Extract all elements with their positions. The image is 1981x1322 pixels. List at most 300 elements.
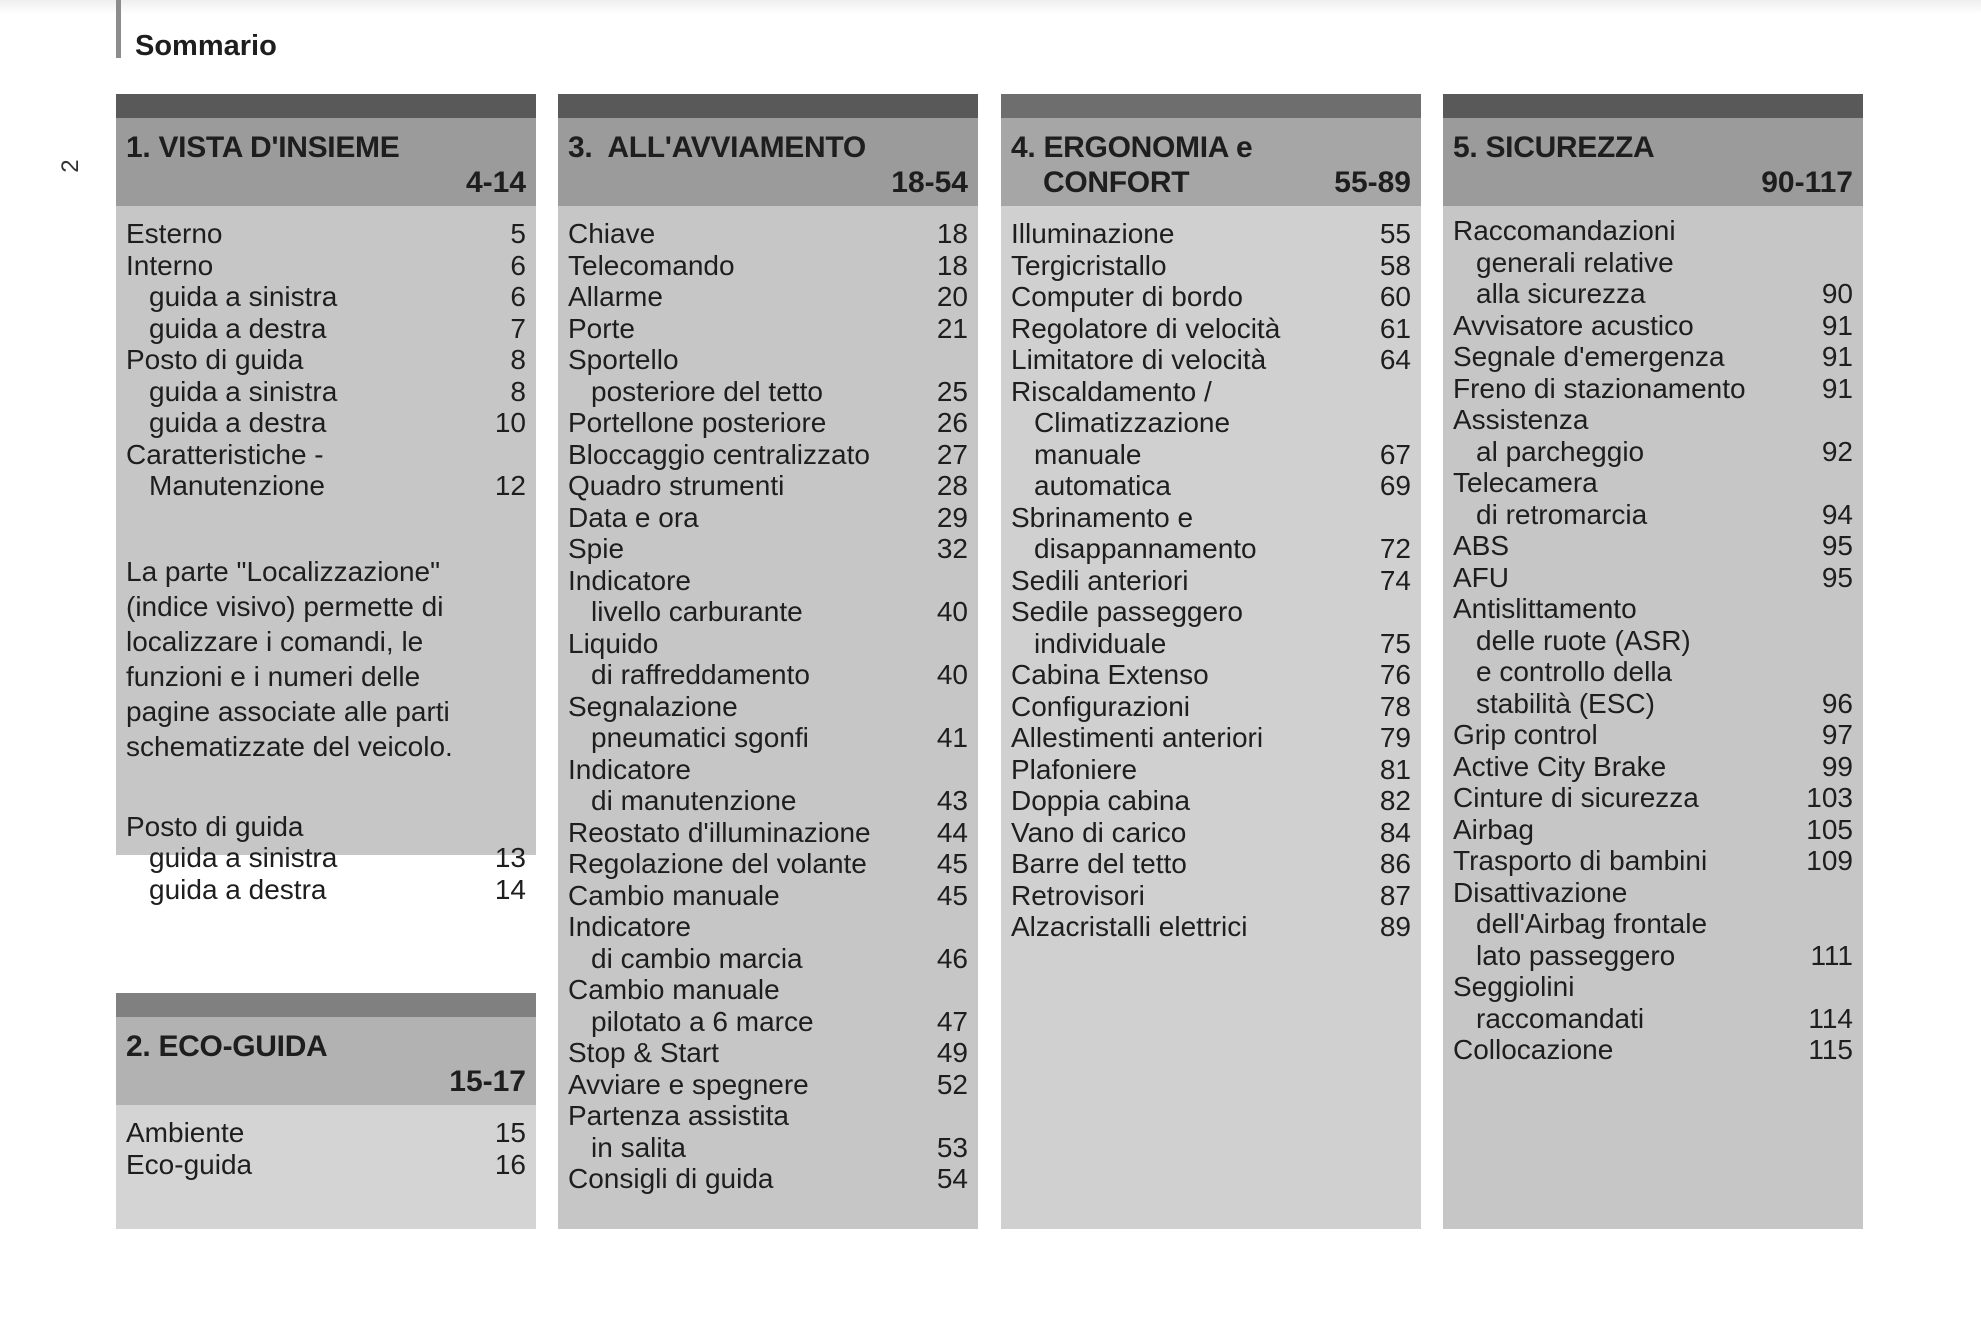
toc-entry[interactable]	[126, 1149, 526, 1181]
toc-entry-line: individuale	[1034, 627, 1167, 659]
toc-entry-line: Quadro strumenti	[568, 470, 785, 501]
toc-entry-label	[1011, 218, 1174, 250]
toc-entry[interactable]	[1011, 722, 1411, 754]
toc-entry-label	[568, 848, 867, 880]
toc-entry[interactable]	[568, 817, 968, 849]
toc-entry[interactable]	[1011, 691, 1411, 723]
toc-entry[interactable]	[126, 250, 526, 282]
toc-entry-line: AFU	[1453, 561, 1509, 593]
toc-entry[interactable]	[1011, 785, 1411, 817]
section-page-range: 55-89	[1334, 166, 1411, 199]
toc-entry-label	[1011, 848, 1187, 880]
section-title: 3. ALL'AVVIAMENTO	[568, 131, 866, 164]
toc-entry[interactable]	[1453, 373, 1853, 405]
toc-entry-line: raccomandati	[1476, 1002, 1645, 1034]
toc-entry-page: 60	[1379, 281, 1411, 312]
toc-entry-line: Telecomando	[568, 249, 735, 281]
toc-entry[interactable]	[1011, 218, 1411, 250]
toc-entry-line: Sbrinamento e	[1011, 501, 1194, 533]
toc-entry-page: 28	[936, 470, 968, 501]
entry-list	[1011, 218, 1411, 943]
toc-entry-label	[1011, 691, 1190, 723]
toc-entry-line: generali relative	[1476, 246, 1674, 278]
toc-entry[interactable]	[1453, 782, 1853, 814]
toc-entry-line: Interno	[126, 249, 214, 281]
toc-entry-line: Sedili anteriori	[1011, 564, 1189, 596]
toc-entry-label	[1453, 404, 1644, 467]
toc-entry-line: guida a destra	[149, 873, 327, 905]
toc-entry-label	[126, 1117, 244, 1149]
header-accent-bar	[116, 0, 121, 58]
toc-entry[interactable]	[568, 439, 968, 471]
toc-entry[interactable]	[126, 344, 526, 376]
note-line: (indice visivo) permette di	[126, 590, 444, 622]
toc-entry-label	[568, 1037, 719, 1069]
toc-entry-page: 13	[494, 842, 526, 873]
toc-entry-label	[1453, 562, 1509, 594]
toc-entry-page: 46	[936, 942, 968, 974]
toc-entry-page: 114	[1808, 1002, 1853, 1034]
toc-entry-page: 26	[936, 407, 968, 438]
toc-entry-line: Active City Brake	[1453, 750, 1667, 782]
toc-entry[interactable]	[1011, 817, 1411, 849]
toc-entry-line: Indicatore	[568, 911, 691, 942]
page-number: 2	[57, 159, 84, 173]
toc-entry-label	[568, 911, 803, 974]
section-title: 1. VISTA D'INSIEME	[126, 131, 400, 164]
toc-entry[interactable]	[568, 533, 968, 565]
toc-entry-label	[1011, 722, 1263, 754]
toc-entry-page: 8	[510, 344, 526, 375]
section-body	[1443, 206, 1863, 1229]
toc-entry[interactable]	[1453, 593, 1853, 719]
section-title: 2. ECO-GUIDA	[126, 1030, 328, 1063]
toc-entry[interactable]	[1011, 502, 1411, 565]
toc-entry-line: Allarme	[568, 281, 663, 312]
toc-entry-line: guida a destra	[149, 312, 327, 344]
toc-entry-label	[126, 376, 337, 408]
toc-entry-page: 16	[494, 1148, 526, 1180]
toc-entry-label	[1453, 751, 1666, 783]
toc-entry-line: Allestimenti anteriori	[1011, 722, 1264, 753]
toc-entry[interactable]	[1453, 341, 1853, 373]
toc-entry[interactable]	[568, 628, 968, 691]
toc-entry-line: Bloccaggio centralizzato	[568, 438, 870, 470]
toc-entry-line: Trasporto di bambini	[1453, 845, 1708, 876]
toc-entry[interactable]	[126, 874, 526, 906]
toc-entry-page: 14	[494, 873, 526, 905]
toc-entry-label	[1453, 719, 1598, 751]
note-line: pagine associate alle parti	[126, 695, 450, 727]
toc-entry[interactable]	[568, 974, 968, 1037]
toc-entry[interactable]	[568, 911, 968, 974]
toc-entry[interactable]	[1453, 751, 1853, 783]
toc-entry[interactable]	[1011, 565, 1411, 597]
toc-entry[interactable]	[568, 1037, 968, 1069]
section-body	[116, 206, 536, 905]
toc-entry-line: di raffreddamento	[591, 659, 810, 690]
toc-entry-label	[1453, 877, 1707, 972]
toc-entry-line: Alzacristalli elettrici	[1011, 911, 1248, 942]
toc-entry-page: 8	[510, 375, 526, 407]
toc-entry-label	[1453, 341, 1725, 373]
toc-entry-line: Portellone posteriore	[568, 407, 827, 438]
toc-entry-line: Liquido	[568, 627, 659, 659]
section-page-range: 18-54	[891, 166, 968, 199]
toc-entry-label	[1011, 502, 1257, 565]
toc-entry-label	[1011, 250, 1167, 282]
toc-entry[interactable]	[1011, 344, 1411, 376]
toc-entry-label	[126, 1149, 252, 1181]
toc-entry-line: Freno di stazionamento	[1453, 372, 1746, 404]
note-line: localizzare i comandi, le	[126, 625, 424, 657]
toc-entry-page: 91	[1821, 372, 1853, 404]
toc-entry-line: Eco-guida	[126, 1148, 253, 1180]
toc-entry[interactable]	[1453, 719, 1853, 751]
toc-entry-label	[1011, 470, 1171, 502]
toc-entry-page: 78	[1379, 690, 1411, 722]
toc-entry[interactable]	[568, 691, 968, 754]
toc-entry[interactable]	[1453, 404, 1853, 467]
toc-entry[interactable]	[1011, 439, 1411, 471]
section-title-line2: CONFORT	[1043, 166, 1190, 199]
toc-entry[interactable]	[126, 281, 526, 313]
toc-entry-line: guida a sinistra	[149, 281, 338, 312]
toc-entry-line: Spie	[568, 533, 625, 564]
toc-entry-page: 111	[1810, 939, 1853, 971]
toc-entry[interactable]	[1011, 313, 1411, 345]
toc-entry-label	[126, 407, 326, 439]
section-title: 5. SICUREZZA	[1453, 131, 1655, 164]
toc-entry-line: Airbag	[1453, 813, 1534, 845]
toc-entry-line: Plafoniere	[1011, 753, 1138, 785]
toc-entry[interactable]	[1011, 250, 1411, 282]
page-title: Sommario	[135, 30, 277, 62]
toc-entry-line: Avviare e spegnere	[568, 1068, 809, 1100]
toc-entry-label	[1011, 880, 1145, 912]
toc-entry-line: in salita	[591, 1131, 686, 1163]
toc-entry[interactable]	[568, 344, 968, 407]
toc-entry-line: livello carburante	[591, 596, 803, 627]
toc-entry-page: 61	[1379, 312, 1411, 344]
toc-entry-line: al parcheggio	[1476, 435, 1645, 467]
toc-entry-page: 67	[1379, 438, 1411, 470]
toc-entry[interactable]	[568, 470, 968, 502]
toc-entry-line: Limitatore di velocità	[1011, 344, 1267, 375]
toc-entry-page: 45	[936, 879, 968, 911]
section-stripe	[116, 993, 536, 1017]
toc-entry-page: 21	[936, 312, 968, 344]
toc-entry-page: 41	[936, 722, 968, 753]
page-top-shade	[0, 0, 1981, 14]
toc-entry-line: Antislittamento	[1453, 593, 1637, 624]
toc-entry-label	[126, 281, 337, 313]
note-line: schematizzate del veicolo.	[126, 730, 453, 762]
localization-note	[126, 554, 526, 764]
toc-entry-line: Barre del tetto	[1011, 848, 1187, 879]
entry-list-driving-position	[126, 811, 526, 906]
toc-entry-line: Regolazione del volante	[568, 848, 867, 879]
toc-entry-line: Avvisatore acustico	[1453, 309, 1694, 341]
toc-entry-page: 84	[1379, 816, 1411, 848]
toc-entry-line: guida a sinistra	[149, 375, 338, 407]
toc-entry-page: 6	[510, 249, 526, 281]
toc-entry-line: Posto di guida	[126, 810, 304, 842]
toc-entry-page: 105	[1806, 813, 1853, 845]
section-header	[558, 118, 978, 206]
toc-entry-line: delle ruote (ASR)	[1476, 624, 1691, 656]
toc-entry-line: posteriore del tetto	[591, 375, 823, 407]
toc-entry-page: 12	[494, 470, 526, 501]
toc-entry-line: e controllo della	[1476, 656, 1673, 687]
toc-entry-line: Grip control	[1453, 719, 1598, 750]
toc-entry[interactable]	[1011, 754, 1411, 786]
toc-entry-label	[1453, 215, 1676, 310]
toc-entry-page: 53	[936, 1131, 968, 1163]
toc-entry-line: stabilità (ESC)	[1476, 687, 1655, 719]
toc-entry-page: 47	[936, 1005, 968, 1037]
toc-entry-page: 72	[1379, 533, 1411, 564]
toc-entry-line: automatica	[1034, 470, 1171, 501]
toc-entry-page: 89	[1379, 911, 1411, 942]
toc-entry-label	[1011, 754, 1137, 786]
note-line: funzioni e i numeri delle	[126, 660, 421, 692]
toc-entry[interactable]	[1453, 467, 1853, 530]
toc-entry-page: 69	[1379, 470, 1411, 501]
toc-entry-label	[1453, 373, 1746, 405]
toc-entry-page: 55	[1379, 218, 1411, 249]
toc-entry-label	[1011, 911, 1248, 943]
toc-entry-label	[568, 407, 826, 439]
toc-entry-label	[568, 344, 823, 407]
note-line: La parte "Localizzazione"	[126, 555, 441, 587]
toc-entry-page: 49	[936, 1037, 968, 1068]
toc-entry-page: 92	[1821, 435, 1853, 467]
toc-entry-page: 29	[936, 501, 968, 533]
section-stripe	[1443, 94, 1863, 118]
toc-entry-label	[1011, 565, 1188, 597]
toc-entry[interactable]	[568, 1100, 968, 1163]
toc-entry-line: Segnalazione	[568, 690, 738, 722]
toc-entry-page: 99	[1821, 750, 1853, 782]
section-stripe	[558, 94, 978, 118]
toc-entry-line: pneumatici sgonfi	[591, 722, 809, 753]
toc-entry[interactable]	[126, 407, 526, 439]
section-sicurezza	[1443, 94, 1863, 1229]
toc-entry-line: Riscaldamento /	[1011, 375, 1212, 407]
toc-entry-page: 7	[510, 312, 526, 344]
toc-entry-page: 109	[1806, 845, 1853, 876]
section-body	[558, 206, 978, 1229]
toc-entry-label	[568, 250, 735, 282]
toc-entry-page: 6	[510, 281, 526, 312]
section-eco-guida	[116, 993, 536, 1229]
toc-entry-label	[1011, 344, 1266, 376]
toc-entry-line: Computer di bordo	[1011, 281, 1243, 312]
toc-entry[interactable]	[568, 565, 968, 628]
section-header	[1443, 118, 1863, 206]
toc-entry-page: 15	[494, 1117, 526, 1148]
section-stripe	[116, 94, 536, 118]
toc-entry-page: 54	[936, 1163, 968, 1194]
toc-entry-page: 91	[1821, 309, 1853, 341]
toc-entry[interactable]	[1453, 814, 1853, 846]
section-header	[116, 118, 536, 206]
toc-entry-page: 87	[1379, 879, 1411, 911]
toc-entry-line: Data e ora	[568, 501, 699, 533]
toc-entry-page: 97	[1821, 719, 1853, 750]
toc-entry-label	[1011, 281, 1243, 313]
toc-entry[interactable]	[126, 218, 526, 250]
toc-entry-page: 82	[1379, 785, 1411, 816]
toc-entry-label	[126, 250, 213, 282]
toc-entry-page: 40	[936, 596, 968, 627]
toc-entry[interactable]	[1011, 911, 1411, 943]
toc-entry-label	[1453, 310, 1694, 342]
toc-entry-line: Stop & Start	[568, 1037, 719, 1068]
entry-list	[1453, 215, 1853, 1066]
toc-entry-page: 81	[1379, 753, 1411, 785]
toc-entry-label	[568, 533, 624, 565]
toc-entry-page: 18	[936, 218, 968, 249]
section-vista-insieme	[116, 94, 536, 905]
toc-entry[interactable]	[568, 250, 968, 282]
toc-entry-line: di manutenzione	[591, 785, 797, 816]
toc-entry-page: 90	[1821, 278, 1853, 309]
toc-entry-label	[126, 218, 223, 250]
toc-entry-page: 45	[936, 848, 968, 879]
toc-entry-line: Doppia cabina	[1011, 785, 1191, 816]
toc-entry-line: Cinture di sicurezza	[1453, 782, 1699, 813]
toc-entry-line: Regolatore di velocità	[1011, 312, 1281, 344]
toc-entry-line: guida a sinistra	[149, 842, 338, 873]
entry-list	[126, 1117, 526, 1180]
toc-entry[interactable]	[568, 880, 968, 912]
toc-entry[interactable]	[568, 218, 968, 250]
toc-entry-line: Caratteristiche -	[126, 438, 324, 470]
toc-entry-label	[126, 811, 303, 843]
toc-entry[interactable]	[126, 376, 526, 408]
toc-entry-line: Vano di carico	[1011, 816, 1187, 848]
toc-entry-label	[568, 439, 870, 471]
toc-entry-label	[568, 754, 796, 817]
toc-entry-label	[568, 1069, 809, 1101]
toc-entry[interactable]	[1453, 971, 1853, 1034]
toc-entry-line: Reostato d'illuminazione	[568, 816, 871, 848]
toc-entry[interactable]	[568, 281, 968, 313]
toc-entry-line: Sedile passeggero	[1011, 596, 1243, 627]
toc-entry-label	[126, 344, 303, 376]
toc-entry-label	[1011, 376, 1230, 439]
toc-entry-line: Disattivazione	[1453, 876, 1628, 908]
toc-entry-label	[568, 502, 699, 534]
toc-entry-label	[1453, 782, 1699, 814]
section-header	[116, 1017, 536, 1105]
toc-entry-label	[568, 691, 809, 754]
section-body	[116, 1105, 536, 1229]
toc-entry-page: 44	[936, 816, 968, 848]
toc-entry-label	[1453, 1034, 1613, 1066]
toc-entry[interactable]	[1453, 215, 1853, 310]
toc-entry-line: Chiave	[568, 218, 656, 249]
toc-entry-label	[568, 880, 780, 912]
toc-entry-line: Tergicristallo	[1011, 249, 1167, 281]
toc-entry[interactable]	[568, 313, 968, 345]
toc-entry[interactable]	[1453, 845, 1853, 877]
toc-entry-page: 86	[1379, 848, 1411, 879]
toc-entry[interactable]	[568, 407, 968, 439]
toc-entry-label	[126, 874, 326, 906]
toc-entry-label	[126, 313, 326, 345]
toc-entry-line: Climatizzazione	[1034, 407, 1231, 438]
toc-entry[interactable]	[568, 1069, 968, 1101]
toc-entry[interactable]	[568, 754, 968, 817]
toc-entry[interactable]	[1011, 848, 1411, 880]
toc-entry-line: Ambiente	[126, 1117, 245, 1148]
toc-entry[interactable]	[126, 439, 526, 502]
toc-entry-line: Illuminazione	[1011, 218, 1175, 249]
toc-entry-page: 94	[1821, 498, 1853, 530]
toc-entry[interactable]	[1011, 596, 1411, 659]
toc-entry[interactable]	[568, 1163, 968, 1195]
toc-entry-line: Raccomandazioni	[1453, 215, 1676, 246]
toc-entry[interactable]	[126, 811, 526, 843]
toc-entry-line: guida a destra	[149, 407, 327, 438]
toc-entry-line: Sportello	[568, 344, 679, 375]
toc-entry[interactable]	[126, 313, 526, 345]
toc-entry-label	[1453, 971, 1644, 1034]
toc-entry[interactable]	[1453, 877, 1853, 972]
toc-entry[interactable]	[1011, 281, 1411, 313]
toc-entry-label	[568, 1100, 789, 1163]
toc-entry[interactable]	[568, 502, 968, 534]
toc-entry[interactable]	[126, 1117, 526, 1149]
toc-entry-line: Porte	[568, 312, 635, 344]
toc-entry[interactable]	[1011, 880, 1411, 912]
toc-entry[interactable]	[126, 842, 526, 874]
toc-entry[interactable]	[1011, 659, 1411, 691]
toc-entry-line: Assistenza	[1453, 404, 1589, 435]
toc-entry-page: 74	[1379, 564, 1411, 596]
toc-entry[interactable]	[1453, 530, 1853, 562]
toc-entry[interactable]	[1011, 470, 1411, 502]
toc-entry-line: Cabina Extenso	[1011, 659, 1209, 690]
toc-entry-line: lato passeggero	[1476, 939, 1676, 971]
toc-entry[interactable]	[1453, 1034, 1853, 1066]
toc-entry-label	[568, 313, 635, 345]
toc-entry-line: manuale	[1034, 438, 1142, 470]
toc-entry-page: 18	[936, 249, 968, 281]
toc-entry-page: 27	[936, 438, 968, 470]
toc-entry[interactable]	[568, 848, 968, 880]
toc-entry[interactable]	[1453, 310, 1853, 342]
toc-entry-line: Cambio manuale	[568, 974, 780, 1005]
toc-entry-page: 115	[1808, 1034, 1853, 1065]
toc-entry-page: 43	[936, 785, 968, 816]
toc-entry[interactable]	[1453, 562, 1853, 594]
section-ergonomia-confort	[1001, 94, 1421, 1229]
section-title: 4. ERGONOMIA e	[1011, 131, 1253, 164]
toc-entry-page: 95	[1821, 561, 1853, 593]
section-page-range: 15-17	[449, 1065, 526, 1098]
toc-entry-label	[1453, 593, 1691, 719]
toc-entry-line: Cambio manuale	[568, 879, 780, 911]
toc-entry[interactable]	[1011, 376, 1411, 439]
toc-entry-label	[568, 565, 803, 628]
section-stripe	[1001, 94, 1421, 118]
toc-entry-page: 52	[936, 1068, 968, 1100]
section-body	[1001, 206, 1421, 1229]
